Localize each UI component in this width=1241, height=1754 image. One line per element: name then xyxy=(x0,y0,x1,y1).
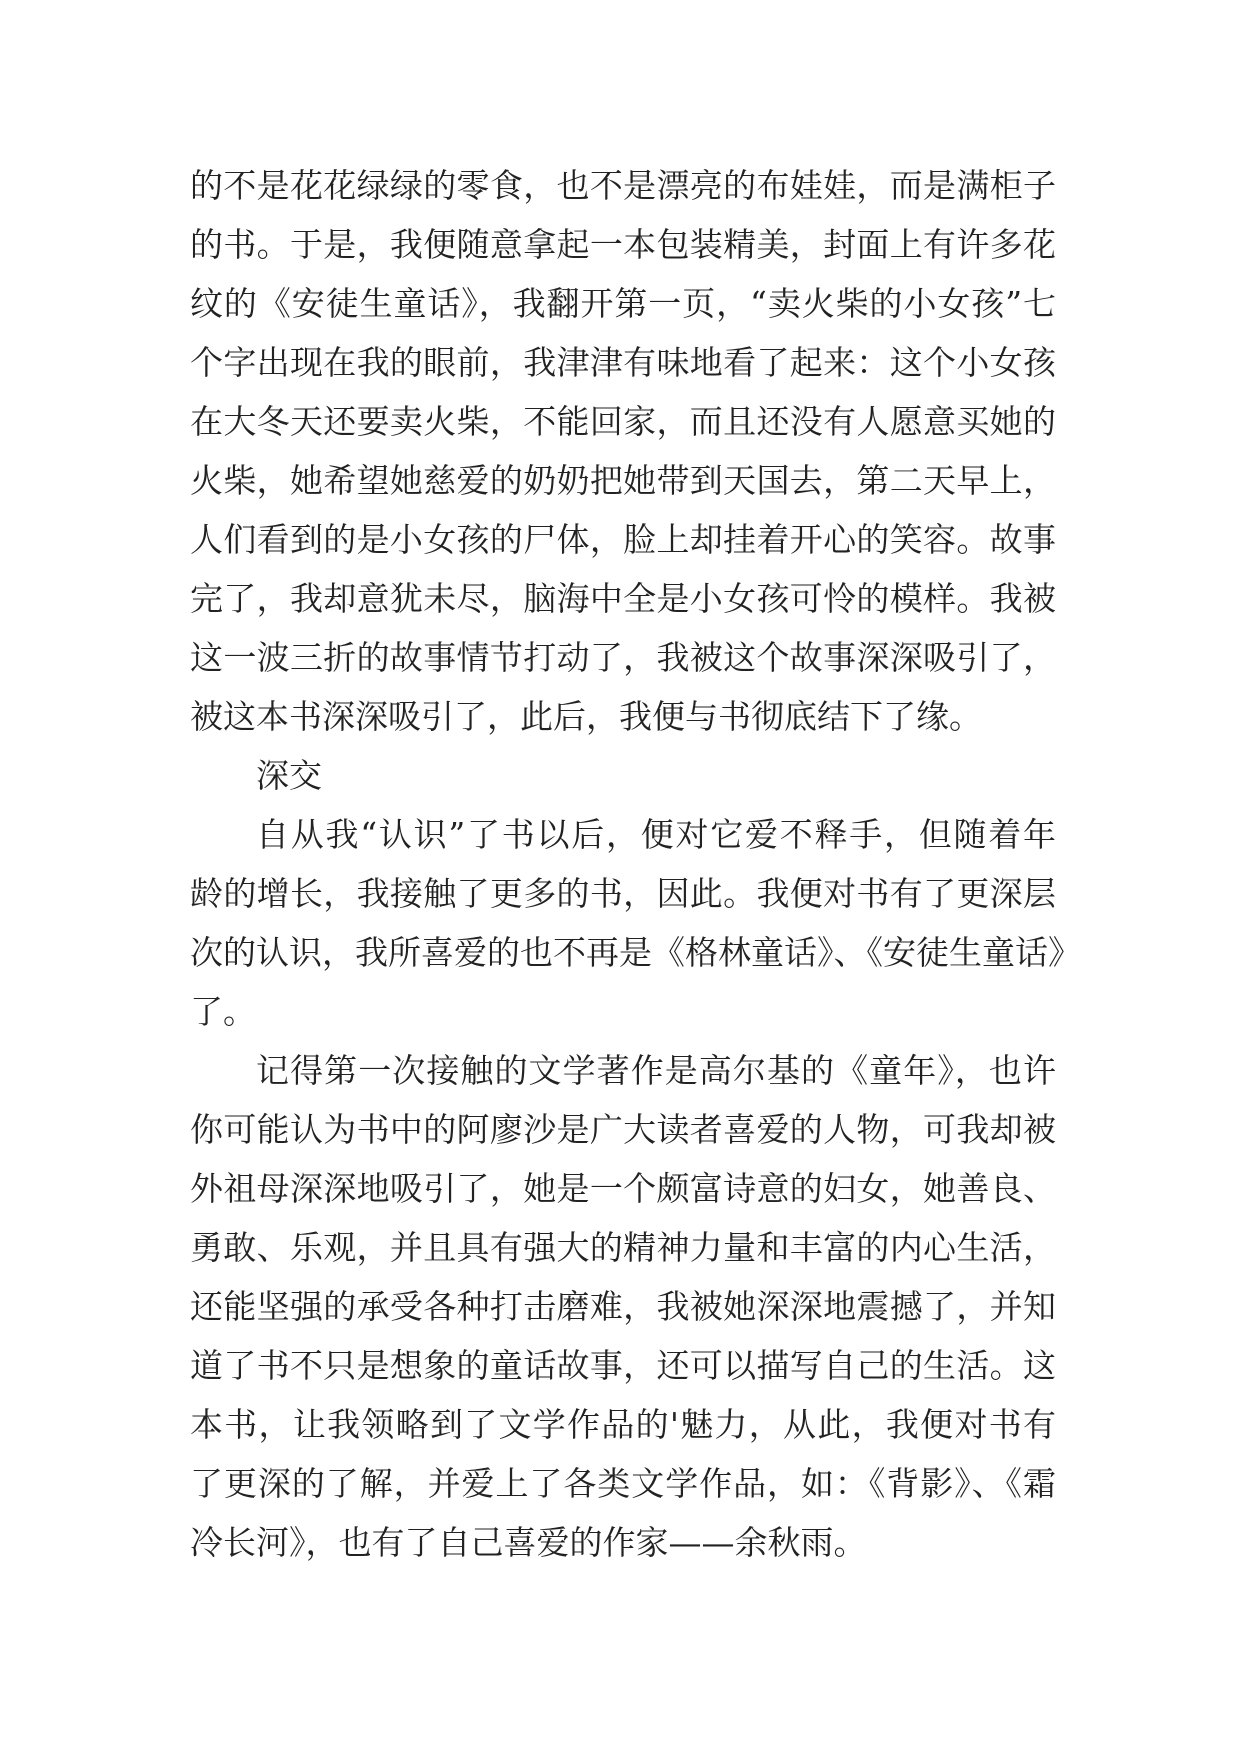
text-line: 了。 xyxy=(190,992,256,1031)
text-line: 本书，让我领略到了文学作品的'魅力，从此，我便对书有 xyxy=(190,1405,1056,1444)
text-line: 勇敢、乐观，并且具有强大的精神力量和丰富的内心生活， xyxy=(190,1228,1056,1267)
text-line: 你可能认为书中的阿廖沙是广大读者喜爱的人物，可我却被 xyxy=(190,1110,1056,1149)
text-line: 纹的《安徒生童话》，我翻开第一页，“卖火柴的小女孩”七 xyxy=(190,284,1056,323)
text-line: 火柴，她希望她慈爱的奶奶把她带到天国去，第二天早上， xyxy=(190,461,1056,500)
text-line: 的书。于是，我便随意拿起一本包装精美，封面上有许多花 xyxy=(190,225,1056,264)
text-line: 龄的增长，我接触了更多的书，因此。我便对书有了更深层 xyxy=(190,874,1056,913)
section-heading xyxy=(190,746,1056,805)
text-line: 自从我“认识”了书以后，便对它爱不释手，但随着年 xyxy=(256,815,1056,854)
text-line: 道了书不只是想象的童话故事，还可以描写自己的生活。这 xyxy=(190,1346,1056,1385)
paragraph-story xyxy=(190,156,1056,746)
text-line: 被这本书深深吸引了，此后，我便与书彻底结下了缘。 xyxy=(190,697,982,736)
text-line: 了更深的了解，并爱上了各类文学作品，如：《背影》、《霜 xyxy=(190,1464,1056,1503)
text-line: 记得第一次接触的文学著作是高尔基的《童年》，也许 xyxy=(256,1051,1056,1090)
text-line: 还能坚强的承受各种打击磨难，我被她深深地震撼了，并知 xyxy=(190,1287,1056,1326)
text-line: 在大冬天还要卖火柴，不能回家，而且还没有人愿意买她的 xyxy=(190,402,1056,441)
section-heading-text: 深交 xyxy=(256,756,322,795)
text-line: 外祖母深深地吸引了，她是一个颇富诗意的妇女，她善良、 xyxy=(190,1169,1056,1208)
paragraph-deeper-understanding xyxy=(190,805,1081,1041)
text-line: 个字出现在我的眼前，我津津有味地看了起来：这个小女孩 xyxy=(190,343,1056,382)
text-line: 完了，我却意犹未尽，脑海中全是小女孩可怜的模样。我被 xyxy=(190,579,1056,618)
text-line: 的不是花花绿绿的零食，也不是漂亮的布娃娃，而是满柜子 xyxy=(190,166,1056,205)
text-line: 冷长河》，也有了自己喜爱的作家——余秋雨。 xyxy=(190,1523,867,1562)
text-line: 这一波三折的故事情节打动了，我被这个故事深深吸引了， xyxy=(190,638,1056,677)
text-line: 次的认识，我所喜爱的也不再是《格林童话》、《安徒生童话》 xyxy=(190,933,1081,972)
document-page xyxy=(190,156,1081,1572)
text-line: 人们看到的是小女孩的尸体，脸上却挂着开心的笑容。故事 xyxy=(190,520,1056,559)
paragraph-childhood-book xyxy=(190,1041,1056,1572)
